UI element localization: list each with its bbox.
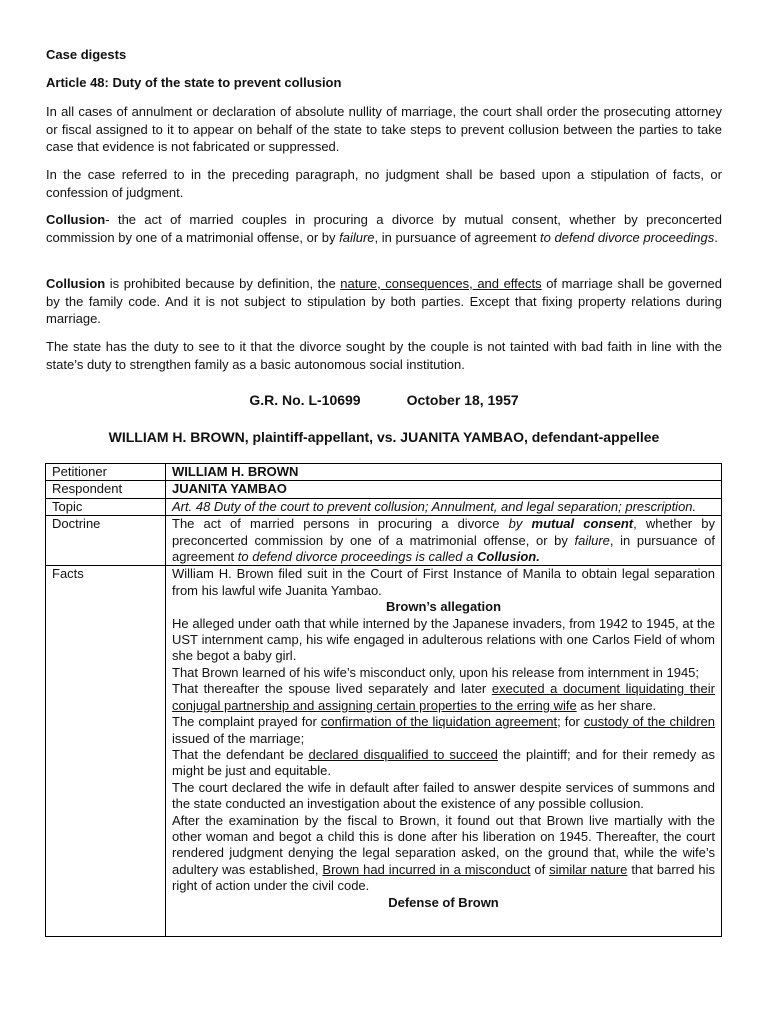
doctrine-mutual-consent: mutual consent [531, 516, 634, 532]
table-row [46, 516, 722, 566]
facts-line-8 [172, 813, 715, 895]
case-digests-heading: Case digests [46, 47, 127, 62]
facts-5-text-c: issued of the marriage; [172, 730, 305, 746]
facts-8-underline-1: Brown had incurred in a misconduct [322, 861, 531, 877]
respondent-value: JUANITA YAMBAO [166, 481, 722, 498]
topic-value: Art. 48 Duty of the court to prevent collusion; Annulment, and legal separation; prescription. [166, 498, 722, 515]
facts-8-underline-2: similar nature [549, 861, 628, 877]
collusion-def-text-a: - the act of married couples in procuring a divorce by mutual consent, whether by preconcerted commission by one of a matrimonial offense, or by [46, 212, 722, 245]
doctrine-by: by [508, 516, 532, 532]
case-title: WILLIAM H. BROWN, plaintiff-appellant, vs. JUANITA YAMBAO, defendant-appellee [108, 429, 660, 445]
facts-line-6 [172, 747, 715, 780]
facts-5-text-a: The complaint prayed for [172, 714, 321, 730]
failure-italic: failure [339, 229, 375, 245]
facts-4-underline: executed a document liquidating their conjugal partnership and assigning certain properties to the erring wife [172, 681, 715, 713]
facts-5-underline-2: custody of the children [583, 714, 716, 730]
collusion-term: Collusion [46, 212, 106, 227]
paragraph-preceding: In the case referred to in the preceding paragraph, no judgment shall be based upon a stipulation of facts, or confession of judgment. [46, 167, 722, 200]
facts-line-4 [172, 681, 715, 714]
doctrine-value [166, 516, 722, 566]
doctrine-collusion: Collusion. [476, 549, 540, 565]
paragraph-state-duty: The state has the duty to see to it that the divorce sought by the couple is not tainted with bad faith in line with the state’s duty to strengthen family as a basic autonomous social institution. [46, 339, 722, 372]
facts-label: Facts [46, 566, 166, 937]
nature-consequences-underline: nature, consequences, and effects [340, 276, 542, 291]
case-date: October 18, 1957 [406, 392, 519, 408]
defend-divorce-italic: to defend divorce proceedings [540, 229, 715, 245]
table-row [46, 566, 722, 937]
defense-of-brown-heading: Defense of Brown [388, 894, 499, 910]
collusion-term-2: Collusion [46, 276, 106, 291]
facts-line-7: The court declared the wife in default after failed to answer despite services of summons and the state conducted an investigation about the existence of any possible collusion. [172, 779, 715, 812]
prohibited-text-a: is prohibited because by definition, the [105, 276, 341, 291]
article-title: Article 48: Duty of the state to prevent collusion [46, 75, 342, 90]
respondent-label: Respondent [46, 481, 166, 498]
facts-8-text-c: that barred his right of action under the civil code. [172, 861, 715, 894]
facts-value [166, 566, 722, 937]
doctrine-italic: to defend divorce proceedings is called a [237, 549, 477, 565]
table-row [46, 498, 722, 515]
doctrine-text-a: The act of married persons in procuring a divorce [172, 516, 509, 532]
prohibited-text-b: of marriage shall be governed by the family code. And it is not subject to stipulation by both parties. Except that fixing property relations during marriage. [46, 276, 723, 326]
paragraph-collusion-definition [46, 211, 722, 246]
doctrine-label: Doctrine [46, 516, 166, 566]
petitioner-value: WILLIAM H. BROWN [166, 464, 722, 481]
facts-6-text-b: the plaintiff; and for their remedy as might be just and equitable. [172, 746, 715, 779]
facts-5-underline-1: confirmation of the liquidation agreement [320, 714, 558, 730]
facts-4-text-a: That thereafter the spouse lived separately and later [172, 681, 492, 697]
gr-number: G.R. No. L-10699 [249, 392, 361, 408]
facts-5-text-b: ; for [557, 714, 584, 730]
facts-8-text-a: After the examination by the fiscal to Brown, it found out that Brown live martially with the other woman and begot a child this is done after his liberation on 1945. Thereafter, the court rendered judgment denying the legal separation asked, on the ground that, while the wife’s adultery was established, [172, 812, 715, 877]
collusion-def-text-b: , in pursuance of agreement [374, 229, 541, 245]
facts-line-3: That Brown learned of his wife’s misconduct only, upon his release from internment in 1945; [172, 664, 700, 680]
petitioner-label: Petitioner [46, 464, 166, 481]
facts-line-5 [172, 714, 715, 747]
table-row [46, 481, 722, 498]
case-digest-table [45, 463, 722, 937]
facts-line-1: William H. Brown filed suit in the Court of First Instance of Manila to obtain legal separation from his lawful wife Juanita Yambao. [172, 566, 715, 598]
table-row [46, 464, 722, 481]
doctrine-failure: failure [574, 532, 610, 548]
paragraph-collusion-prohibited [46, 275, 722, 328]
facts-6-underline: declared disqualified to succeed [308, 746, 498, 762]
doctrine-text-c: , in pursuance of agreement [172, 532, 716, 565]
collusion-def-end: . [714, 229, 718, 245]
facts-8-text-b: of [530, 861, 550, 877]
paragraph-article-text: In all cases of annulment or declaration of absolute nullity of marriage, the court shall order the prosecuting attorney or fiscal assigned to it to appear on behalf of the state to take steps to prevent collusion between the parties to take case that evidence is not fabricated or suppressed. [46, 104, 722, 154]
facts-line-2: He alleged under oath that while interned by the Japanese invaders, from 1942 to 1945, at the UST internment camp, his wife engaged in adulterous relations with one Carlos Field of whom she begot a baby girl. [172, 615, 715, 664]
browns-allegation-heading: Brown’s allegation [385, 599, 502, 615]
topic-label: Topic [46, 498, 166, 515]
doctrine-text-b: , whether by preconcerted commission by one of a matrimonial offense, or by [172, 516, 715, 548]
facts-4-text-b: as her share. [576, 697, 657, 713]
facts-6-text-a: That the defendant be [172, 746, 309, 762]
case-gr-line [0, 392, 768, 408]
